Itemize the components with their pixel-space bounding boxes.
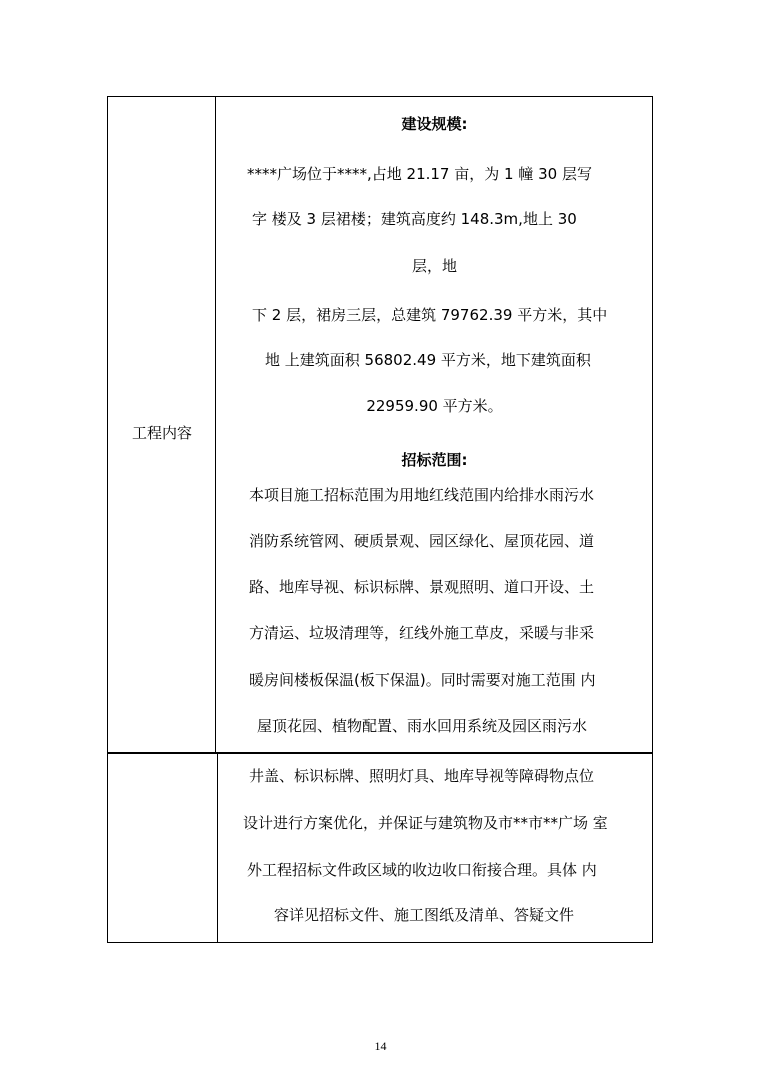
scale-line-6: 22959.90 平方米。	[366, 397, 503, 415]
continuation-line-1: 井盖、标识标牌、照明灯具、地库导视等障碍物点位	[249, 767, 595, 785]
scope-line-4: 方清运、垃圾清理等，红线外施工草皮，采暖与非采	[249, 624, 595, 642]
scope-line-5: 暖房间楼板保温(板下保温)。同时需要对施工范围 内	[249, 671, 596, 689]
column-divider	[217, 754, 218, 942]
scope-line-1: 本项目施工招标范围为用地红线范围内给排水雨污水	[249, 486, 595, 504]
scope-line-6: 屋顶花园、植物配置、雨水回用系统及园区雨污水	[257, 717, 588, 735]
row-label: 工程内容	[131, 424, 192, 442]
scale-line-2: 字 楼及 3 层裙楼；建筑高度约 148.3m,地上 30	[252, 210, 577, 228]
continuation-line-3: 外工程招标文件政区域的收边收口衔接合理。具体 内	[247, 861, 597, 879]
scope-line-2: 消防系统管网、硬质景观、园区绿化、屋顶花园、道	[249, 532, 595, 550]
scale-line-3: 层，地	[411, 257, 457, 275]
scale-heading: 建设规模:	[401, 115, 468, 133]
page-number: 14	[374, 1039, 387, 1053]
continuation-line-4: 容详见招标文件、施工图纸及清单、答疑文件	[274, 906, 575, 924]
scale-line-5: 地 上建筑面积 56802.49 平方米，地下建筑面积	[265, 351, 591, 369]
scope-line-3: 路、地库导视、标识标牌、景观照明、道口开设、土	[249, 578, 595, 596]
continuation-line-2: 设计进行方案优化，并保证与建筑物及市**市**广场 室	[243, 814, 608, 832]
scope-heading: 招标范围:	[401, 451, 468, 469]
scale-line-4: 下 2 层，裙房三层，总建筑 79762.39 平方米，其中	[252, 306, 608, 324]
scale-line-1: ****广场位于****,占地 21.17 亩，为 1 幢 30 层写	[247, 165, 592, 183]
